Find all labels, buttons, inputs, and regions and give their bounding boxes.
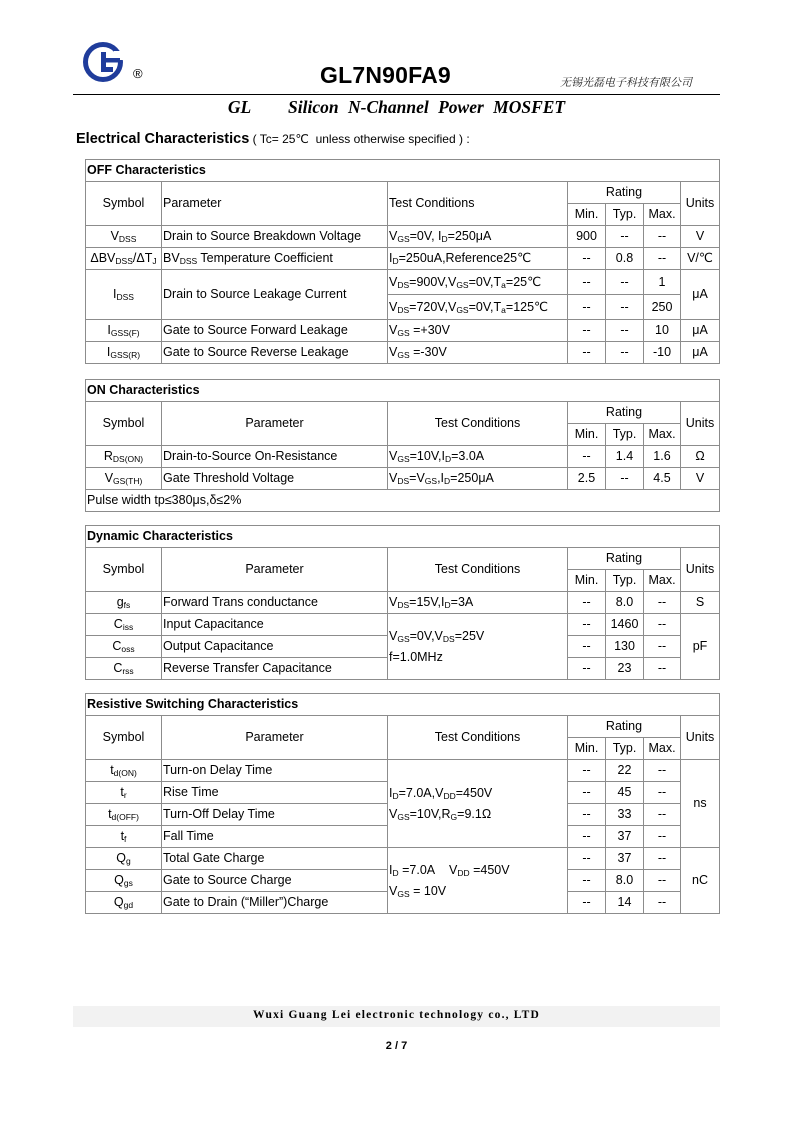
parameter-cell: Drain to Source Leakage Current <box>162 270 388 320</box>
parameter-cell: Fall Time <box>162 826 388 848</box>
parameter-cell: Gate to Drain (“Miller”)Charge <box>162 892 388 914</box>
header-rating: Rating <box>568 548 681 570</box>
header-typ: Typ. <box>606 570 644 592</box>
condition-cell: $I_D=250uA,Reference25℃$ <box>388 248 568 270</box>
footer-company: Wuxi Guang Lei electronic technology co., LTD <box>253 1009 540 1021</box>
table-row <box>86 320 720 342</box>
header-test-conditions: Test Conditions <box>388 716 568 760</box>
header-units: Units <box>681 402 720 446</box>
parameter-cell: Turn-Off Delay Time <box>162 804 388 826</box>
symbol-cell: $t_{d(ON)}$ <box>86 760 162 782</box>
symbol-cell: $Q_g$ <box>86 848 162 870</box>
typ-cell: -- <box>606 270 644 295</box>
min-cell: -- <box>568 342 606 364</box>
pulse-note: Pulse width tp≤380μs,δ≤2% <box>86 490 720 512</box>
unit-cell: nC <box>681 848 720 914</box>
parameter-cell: Gate to Source Forward Leakage <box>162 320 388 342</box>
header-parameter: Parameter <box>162 548 388 592</box>
parameter-cell: Total Gate Charge <box>162 848 388 870</box>
header-typ: Typ. <box>606 424 644 446</box>
header-parameter: Parameter <box>162 716 388 760</box>
max-cell: -- <box>644 892 681 914</box>
header-units: Units <box>681 182 720 226</box>
typ-cell: 1.4 <box>606 446 644 468</box>
min-cell: -- <box>568 614 606 636</box>
condition-cell: $V_{GS}=0V,V_{DS}=25V$ f=1.0MHz <box>388 614 568 680</box>
switching-characteristics-table <box>85 693 720 914</box>
max-cell: -- <box>644 248 681 270</box>
symbol-cell: $Q_{gd}$ <box>86 892 162 914</box>
symbol-cell: $I_{GSS(F)}$ <box>86 320 162 342</box>
table-row <box>86 848 720 870</box>
header-symbol: Symbol <box>86 548 162 592</box>
min-cell: 2.5 <box>568 468 606 490</box>
condition-cell: $V_{DS}=900V,V_{GS}=0V,T_a=25℃$ <box>388 270 568 295</box>
typ-cell: -- <box>606 320 644 342</box>
condition-cell: $V_{DS}=720V,V_{GS}=0V,T_a=125℃$ <box>388 295 568 320</box>
unit-cell: S <box>681 592 720 614</box>
min-cell: -- <box>568 892 606 914</box>
min-cell: -- <box>568 295 606 320</box>
typ-cell: 37 <box>606 826 644 848</box>
heading-note: ( Tc= 25℃ unless otherwise specified ) : <box>249 132 470 146</box>
max-cell: -- <box>644 804 681 826</box>
header-units: Units <box>681 716 720 760</box>
min-cell: -- <box>568 848 606 870</box>
symbol-cell: $\Delta BV_{DSS}/\Delta T_J$ <box>86 248 162 270</box>
header-typ: Typ. <box>606 738 644 760</box>
symbol-cell: $t_f$ <box>86 826 162 848</box>
max-cell: -- <box>644 848 681 870</box>
header-units: Units <box>681 548 720 592</box>
unit-cell: V <box>681 468 720 490</box>
symbol-cell: $I_{GSS(R)}$ <box>86 342 162 364</box>
typ-cell: 130 <box>606 636 644 658</box>
unit-cell: μA <box>681 320 720 342</box>
header-min: Min. <box>568 204 606 226</box>
document-subtitle: GL Silicon N-Channel Power MOSFET <box>227 97 566 117</box>
symbol-cell: $V_{GS(TH)}$ <box>86 468 162 490</box>
header-parameter: Parameter <box>162 182 388 226</box>
section-heading <box>76 130 470 147</box>
typ-cell: 33 <box>606 804 644 826</box>
page-number: 2 / 7 <box>385 1040 408 1052</box>
off-characteristics-table <box>85 159 720 364</box>
parameter-cell: Turn-on Delay Time <box>162 760 388 782</box>
typ-cell: -- <box>606 226 644 248</box>
table-title: Dynamic Characteristics <box>86 526 720 548</box>
unit-cell: μA <box>681 342 720 364</box>
min-cell: -- <box>568 248 606 270</box>
header-test-conditions: Test Conditions <box>388 402 568 446</box>
max-cell: 1.6 <box>644 446 681 468</box>
min-cell: 900 <box>568 226 606 248</box>
symbol-cell: $C_{oss}$ <box>86 636 162 658</box>
symbol-cell: $g_{fs}$ <box>86 592 162 614</box>
table-row <box>86 592 720 614</box>
unit-cell: V <box>681 226 720 248</box>
registered-mark: ® <box>133 66 143 81</box>
header-rating: Rating <box>568 182 681 204</box>
min-cell: -- <box>568 804 606 826</box>
header-symbol: Symbol <box>86 182 162 226</box>
max-cell: 4.5 <box>644 468 681 490</box>
heading-title: Electrical Characteristics <box>76 131 250 147</box>
min-cell: -- <box>568 636 606 658</box>
parameter-cell: $BV_{DSS}$ Temperature Coefficient <box>162 248 388 270</box>
max-cell: -- <box>644 614 681 636</box>
unit-cell: V/℃ <box>681 248 720 270</box>
max-cell: 10 <box>644 320 681 342</box>
parameter-cell: Rise Time <box>162 782 388 804</box>
symbol-cell: $t_{d(OFF)}$ <box>86 804 162 826</box>
table-title: OFF Characteristics <box>86 160 720 182</box>
condition-cell: $I_D=7.0A,V_{DD}=450V$ $V_{GS}=10V,R_G=9.1\Omega$ <box>388 760 568 848</box>
header-parameter: Parameter <box>162 402 388 446</box>
header-max: Max. <box>644 204 681 226</box>
header-max: Max. <box>644 738 681 760</box>
symbol-cell: $t_r$ <box>86 782 162 804</box>
unit-cell: pF <box>681 614 720 680</box>
max-cell: -- <box>644 760 681 782</box>
max-cell: 250 <box>644 295 681 320</box>
min-cell: -- <box>568 592 606 614</box>
typ-cell: 45 <box>606 782 644 804</box>
on-characteristics-table <box>85 379 720 512</box>
table-row <box>86 490 720 512</box>
table-title: ON Characteristics <box>86 380 720 402</box>
header-min: Min. <box>568 424 606 446</box>
table-title: Resistive Switching Characteristics <box>86 694 720 716</box>
header-divider <box>73 94 720 95</box>
table-row <box>86 248 720 270</box>
table-row <box>86 468 720 490</box>
parameter-cell: Forward Trans conductance <box>162 592 388 614</box>
header-max: Max. <box>644 424 681 446</box>
typ-cell: -- <box>606 342 644 364</box>
header-min: Min. <box>568 570 606 592</box>
condition-cell: $V_{GS}=0V$, $I_D=250\mu A$ <box>388 226 568 248</box>
min-cell: -- <box>568 870 606 892</box>
symbol-cell: $C_{iss}$ <box>86 614 162 636</box>
parameter-cell: Drain-to-Source On-Resistance <box>162 446 388 468</box>
max-cell: 1 <box>644 270 681 295</box>
min-cell: -- <box>568 446 606 468</box>
condition-cell: $V_{GS} =+30V$ <box>388 320 568 342</box>
company-name-cn: 无锡光磊电子科技有限公司 <box>560 76 692 89</box>
max-cell: -- <box>644 870 681 892</box>
header-symbol: Symbol <box>86 402 162 446</box>
header-symbol: Symbol <box>86 716 162 760</box>
typ-cell: 8.0 <box>606 870 644 892</box>
gl-logo-icon <box>83 42 127 82</box>
condition-cell: $I_D =7.0A$ $V_{DD} =450V$ $V_{GS} = 10V$ <box>388 848 568 914</box>
max-cell: -- <box>644 592 681 614</box>
typ-cell: 8.0 <box>606 592 644 614</box>
symbol-cell: $R_{DS(ON)}$ <box>86 446 162 468</box>
table-row <box>86 342 720 364</box>
parameter-cell: Drain to Source Breakdown Voltage <box>162 226 388 248</box>
parameter-cell: Gate Threshold Voltage <box>162 468 388 490</box>
condition-cell: $V_{GS}=10V,I_D=3.0A$ <box>388 446 568 468</box>
table-row <box>86 760 720 782</box>
header-max: Max. <box>644 570 681 592</box>
table-row <box>86 446 720 468</box>
condition-cell: $V_{DS}=15V,I_D=3A$ <box>388 592 568 614</box>
header-min: Min. <box>568 738 606 760</box>
dynamic-characteristics-table <box>85 525 720 680</box>
typ-cell: 14 <box>606 892 644 914</box>
min-cell: -- <box>568 658 606 680</box>
table-row <box>86 614 720 636</box>
table-row <box>86 270 720 295</box>
max-cell: -- <box>644 636 681 658</box>
symbol-cell: $I_{DSS}$ <box>86 270 162 320</box>
typ-cell: -- <box>606 468 644 490</box>
parameter-cell: Reverse Transfer Capacitance <box>162 658 388 680</box>
parameter-cell: Gate to Source Charge <box>162 870 388 892</box>
header-typ: Typ. <box>606 204 644 226</box>
max-cell: -- <box>644 826 681 848</box>
min-cell: -- <box>568 782 606 804</box>
symbol-cell: $C_{rss}$ <box>86 658 162 680</box>
table-row <box>86 226 720 248</box>
typ-cell: 0.8 <box>606 248 644 270</box>
typ-cell: 23 <box>606 658 644 680</box>
min-cell: -- <box>568 320 606 342</box>
condition-cell: $V_{GS} =-30V$ <box>388 342 568 364</box>
symbol-cell: $V_{DSS}$ <box>86 226 162 248</box>
typ-cell: 37 <box>606 848 644 870</box>
parameter-cell: Input Capacitance <box>162 614 388 636</box>
typ-cell: 1460 <box>606 614 644 636</box>
unit-cell: μA <box>681 270 720 320</box>
parameter-cell: Output Capacitance <box>162 636 388 658</box>
header-test-conditions: Test Conditions <box>388 182 568 226</box>
symbol-cell: $Q_{gs}$ <box>86 870 162 892</box>
max-cell: -- <box>644 226 681 248</box>
unit-cell: Ω <box>681 446 720 468</box>
parameter-cell: Gate to Source Reverse Leakage <box>162 342 388 364</box>
min-cell: -- <box>568 826 606 848</box>
min-cell: -- <box>568 760 606 782</box>
max-cell: -- <box>644 658 681 680</box>
part-number: GL7N90FA9 <box>320 62 451 88</box>
header-rating: Rating <box>568 402 681 424</box>
header-test-conditions: Test Conditions <box>388 548 568 592</box>
unit-cell: ns <box>681 760 720 848</box>
max-cell: -- <box>644 782 681 804</box>
typ-cell: 22 <box>606 760 644 782</box>
header-rating: Rating <box>568 716 681 738</box>
max-cell: -10 <box>644 342 681 364</box>
typ-cell: -- <box>606 295 644 320</box>
min-cell: -- <box>568 270 606 295</box>
condition-cell: $V_{DS}=V_{GS},I_D=250\mu A$ <box>388 468 568 490</box>
